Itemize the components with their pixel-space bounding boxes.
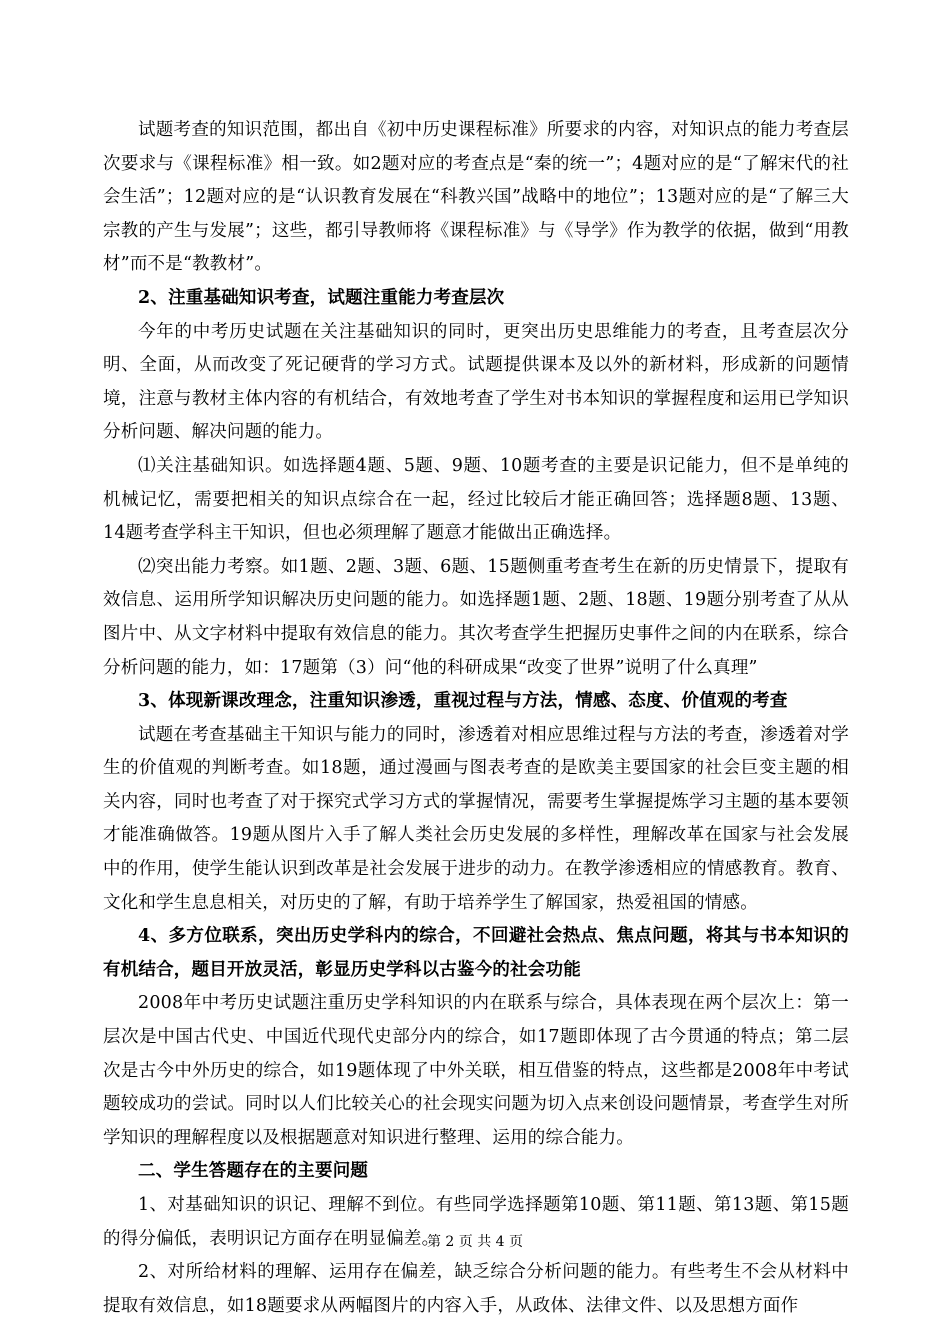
section-heading: 二、学生答题存在的主要问题: [138, 1161, 369, 1182]
paragraph: 2008年中考历史试题注重历史学科知识的内在联系与综合，具体表现在两个层次上：第一层次是中国古代史、中国近代现代史部分内的综合，如17题即体现了古今贯通的特点；第二层次是古今中外历史的综合，如19题体现了中外关联，相互借鉴的特点，这些都是2008年中考试题较成功的尝试。同时以人们比较关心的社会现实问题为切入点来创设问题情景，考查学生对所学知识的理解程度以及根据题意对知识进行整理、运用的综合能力。: [103, 993, 849, 1148]
paragraph: ⑵突出能力考察。如1题、2题、3题、6题、15题侧重考查考生在新的历史情景下，提取有效信息、运用所学知识解决历史问题的能力。如选择题1题、2题、18题、19题分别考查了从从图片中、从文字材料中提取有效信息的能力。其次考查学生把握历史事件之间的内在联系，综合分析问题的能力，如：17题第（3）问“他的科研成果“改变了世界”说明了什么真理”: [103, 556, 849, 678]
document-page: [103, 114, 849, 1323]
paragraph: 今年的中考历史试题在关注基础知识的同时，更突出历史思维能力的考查，且考查层次分明、全面，从而改变了死记硬背的学习方式。试题提供课本及以外的新材料，形成新的问题情境，注意与教材主体内容的有机结合，有效地考查了学生对书本知识的掌握程度和运用已学知识分析问题、解决问题的能力。: [103, 321, 849, 443]
page-footer: 第 2 页 共 4 页: [426, 1234, 524, 1250]
paragraph: ⑴关注基础知识。如选择题4题、5题、9题、10题考查的主要是识记能力，但不是单纯的机械记忆，需要把相关的知识点综合在一起，经过比较后才能正确回答；选择题8题、13题、14题考查学科主干知识，但也必须理解了题意才能做出正确选择。: [103, 455, 849, 544]
section-heading: 4、多方位联系，突出历史学科内的综合，不回避社会热点、焦点问题，将其与书本知识的有机结合，题目开放灵活，彰显历史学科以古鉴今的社会功能: [103, 926, 849, 980]
paragraph: 试题考查的知识范围，都出自《初中历史课程标准》所要求的内容，对知识点的能力考查层次要求与《课程标准》相一致。如2题对应的考查点是“秦的统一”；4题对应的是“了解宋代的社会生活”；12题对应的是“认识教育发展在“科教兴国”战略中的地位”；13题对应的是“了解三大宗教的产生与发展”；这些，都引导教师将《课程标准》与《导学》作为教学的依据，做到“用教材”而不是“教教材”。: [103, 120, 849, 275]
paragraph: 2、对所给材料的理解、运用存在偏差，缺乏综合分析问题的能力。有些考生不会从材料中提取有效信息，如18题要求从两幅图片的内容入手，从政体、法律文件、以及思想方面作: [103, 1262, 849, 1316]
paragraph: 1、对基础知识的识记、理解不到位。有些同学选择题第10题、第11题、第13题、第15题的得分偏低，表明识记方面存在明显偏差。: [103, 1195, 849, 1249]
paragraph: 试题在考查基础主干知识与能力的同时，渗透着对相应思维过程与方法的考查，渗透着对学生的价值观的判断考查。如18题，通过漫画与图表考查的是欧美主要国家的社会巨变主题的相关内容，同时也考查了对于探究式学习方式的掌握情况，需要考生掌握提炼学习主题的基本要领才能准确做答。19题从图片入手了解人类社会历史发展的多样性，理解改革在国家与社会发展中的作用，使学生能认识到改革是社会发展于进步的动力。在教学渗透相应的情感教育。教育、文化和学生息息相关，对历史的了解，有助于培养学生了解国家，热爱祖国的情感。: [103, 724, 849, 913]
section-heading: 3、体现新课改理念，注重知识渗透，重视过程与方法，情感、态度、价值观的考查: [138, 691, 788, 712]
section-heading: 2、注重基础知识考查，试题注重能力考查层次: [138, 287, 505, 308]
